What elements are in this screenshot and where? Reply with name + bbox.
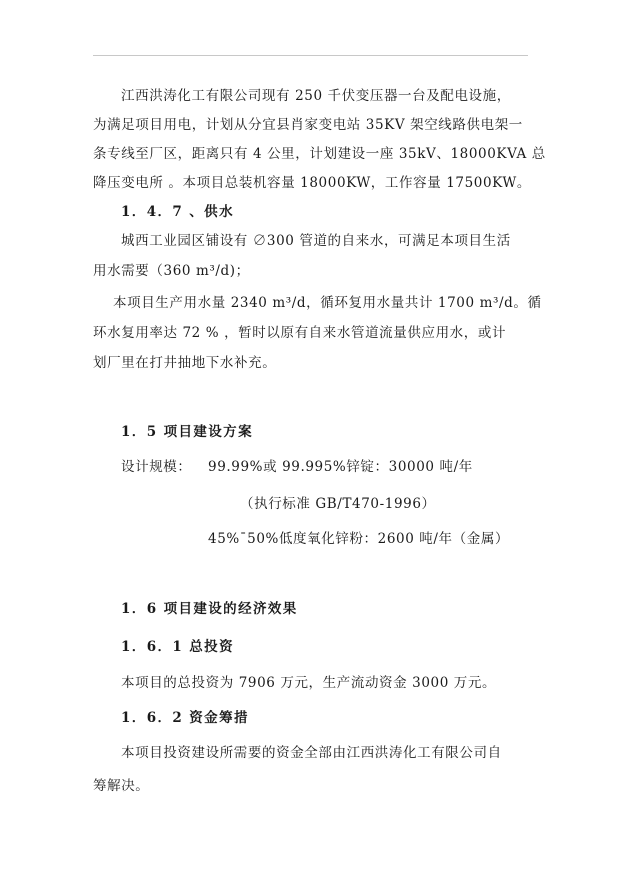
power-line-4: 降压变电所 。本项目总装机容量 18000KW，工作容量 17500KW。 xyxy=(93,175,531,191)
water-line-3: 本项目生产用水量 2340 m³/d，循环复用水量共计 1700 m³/d。循 xyxy=(113,295,542,311)
invest-heading: 1．6．1 总投资 xyxy=(121,639,234,655)
header-rule xyxy=(93,55,528,56)
econ-heading: 1．6 项目建设的经济效果 xyxy=(121,601,298,617)
water-line-5: 划厂里在打井抽地下水补充。 xyxy=(93,355,277,371)
water-line-4: 环水复用率达 72 % ，暂时以原有自来水管道流量供应用水，或计 xyxy=(93,325,507,341)
fund-heading: 1．6．2 资金筹措 xyxy=(121,710,249,726)
invest-text: 本项目的总投资为 7906 万元，生产流动资金 3000 万元。 xyxy=(121,675,497,691)
water-line-1: 城西工业园区铺设有 ∅300 管道的自来水，可满足本项目生活 xyxy=(121,233,511,249)
plan-scale-label: 设计规模： xyxy=(121,459,192,475)
fund-line-2: 筹解决。 xyxy=(93,778,150,794)
plan-heading: 1．5 项目建设方案 xyxy=(121,424,253,440)
power-line-3: 条专线至厂区，距离只有 4 公里，计划建设一座 35kV、18000KVA 总 xyxy=(93,146,546,162)
water-heading: 1．4．7 、供水 xyxy=(121,204,234,220)
plan-standard: （执行标准 GB/T470-1996） xyxy=(240,496,436,512)
power-line-1: 江西洪涛化工有限公司现有 250 千伏变压器一台及配电设施， xyxy=(121,88,511,104)
plan-zinc-powder: 45%¯50%低度氧化锌粉：2600 吨/年（金属） xyxy=(208,531,510,547)
power-line-2: 为满足项目用电，计划从分宜县肖家变电站 35KV 架空线路供电架一 xyxy=(93,117,523,133)
plan-scale-value: 99.99%或 99.995%锌锭：30000 吨/年 xyxy=(208,459,473,475)
water-line-2: 用水需要（360 m³/d)； xyxy=(93,263,250,279)
fund-line-1: 本项目投资建设所需要的资金全部由江西洪涛化工有限公司自 xyxy=(121,745,502,761)
